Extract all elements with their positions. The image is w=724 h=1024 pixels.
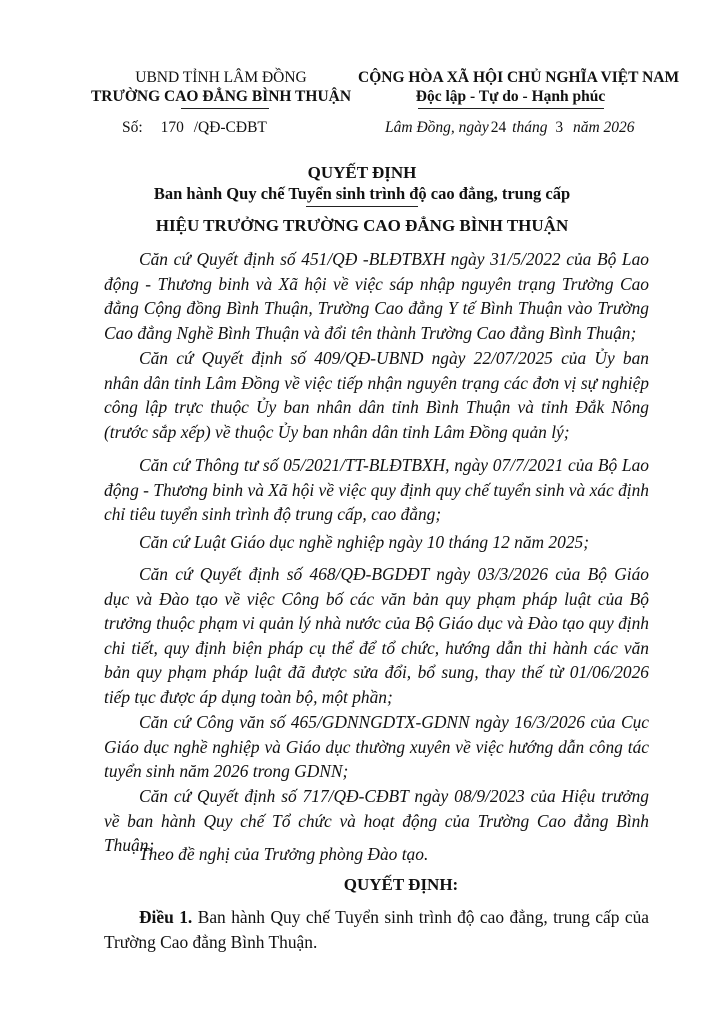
date-prefix: Lâm Đồng, ngày <box>385 119 489 136</box>
number-value: 170 <box>160 119 184 136</box>
issuer-parent: UBND TỈNH LÂM ĐỒNG <box>135 69 307 86</box>
legal-basis-paragraph: Căn cứ Công văn số 465/GDNNGDTX-GDNN ngày 16/3/2026 của Cục Giáo dục nghề nghiệp và Giáo dục thường xuyên về việc hướng dẫn công tác tuyển sinh năm 2026 trong GDNN; <box>104 712 649 782</box>
national-motto: Độc lập - Tự do - Hạnh phúc <box>415 88 606 105</box>
motto-underline <box>418 108 604 109</box>
proposal-paragraph: Theo đề nghị của Trưởng phòng Đào tạo. <box>139 844 429 864</box>
date-year: năm 2026 <box>572 119 635 136</box>
issuing-authority: HIỆU TRƯỞNG TRƯỜNG CAO ĐẲNG BÌNH THUẬN <box>155 216 569 235</box>
legal-basis-paragraph: Căn cứ Thông tư số 05/2021/TT-BLĐTBXH, ngày 07/7/2021 của Bộ Lao động - Thương binh và Xã hội về việc quy định quy chế tuyển sinh và xác định chỉ tiêu tuyển sinh trình độ trung cấp, cao đẳng; <box>104 455 649 525</box>
decision-heading: QUYẾT ĐỊNH: <box>343 875 459 894</box>
article-1 <box>104 905 649 954</box>
date-month: 3 <box>555 119 564 136</box>
document-subtitle: Ban hành Quy chế Tuyển sinh trình độ cao đẳng, trung cấp <box>153 184 571 203</box>
number-label: Số: <box>122 119 143 136</box>
document-date <box>385 118 635 138</box>
issuer-name: TRƯỜNG CAO ĐẲNG BÌNH THUẬN <box>90 88 352 105</box>
date-day: 24 <box>490 119 507 136</box>
legal-basis-paragraph: Căn cứ Luật Giáo dục nghề nghiệp ngày 10 tháng 12 năm 2025; <box>139 532 590 552</box>
issuer-underline <box>181 108 269 109</box>
number-suffix: /QĐ-CĐBT <box>193 119 267 136</box>
legal-basis-paragraph: Căn cứ Quyết định số 409/QĐ-UBND ngày 22/07/2025 của Ủy ban nhân dân tỉnh Lâm Đồng về việc tiếp nhận nguyên trạng các đơn vị sự nghiệp công lập trực thuộc Ủy ban nhân dân tỉnh Bình Thuận và tỉnh Đắk Nông (trước sắp xếp) về thuộc Ủy ban nhân dân tỉnh Lâm Đồng quản lý; <box>104 348 649 442</box>
article-1-text: Ban hành Quy chế Tuyển sinh trình độ cao đẳng, trung cấp của Trường Cao đẳng Bình Thuận. <box>104 907 649 952</box>
legal-basis-paragraph: Căn cứ Quyết định số 468/QĐ-BGDĐT ngày 03/3/2026 của Bộ Giáo dục và Đào tạo về việc Công bố các văn bản quy phạm pháp luật của Bộ trưởng thuộc phạm vi quản lý nhà nước của Bộ Giáo dục và Đào tạo quy định chi tiết, quy định biện pháp cụ thể để tổ chức, hướng dẫn thi hành các văn bản quy phạm pháp luật đã được sửa đổi, bổ sung, thay thế từ 01/06/2026 tiếp tục được áp dụng toàn bộ, một phần; <box>104 564 649 707</box>
subtitle-underline <box>306 206 418 207</box>
legal-basis-paragraph: Căn cứ Quyết định số 451/QĐ -BLĐTBXH ngày 31/5/2022 của Bộ Lao động - Thương binh và Xã hội về việc sáp nhập nguyên trạng Trường Cao đẳng Cộng đồng Bình Thuận, Trường Cao đẳng Y tế Bình Thuận vào Trường Cao đẳng Nghề Bình Thuận và đổi tên thành Trường Cao đẳng Bình Thuận; <box>104 249 649 343</box>
article-1-label: Điều 1. <box>139 907 193 927</box>
document-number <box>122 118 267 138</box>
legal-basis-paragraph: Căn cứ Quyết định số 717/QĐ-CĐBT ngày 08/9/2023 của Hiệu trưởng về ban hành Quy chế Tổ chức và hoạt động của Trường Cao đẳng Bình Thuận; <box>104 786 649 856</box>
document-title: QUYẾT ĐỊNH <box>307 163 417 182</box>
national-title: CỘNG HÒA XÃ HỘI CHỦ NGHĨA VIỆT NAM <box>358 69 680 86</box>
date-month-label: tháng <box>512 119 548 136</box>
